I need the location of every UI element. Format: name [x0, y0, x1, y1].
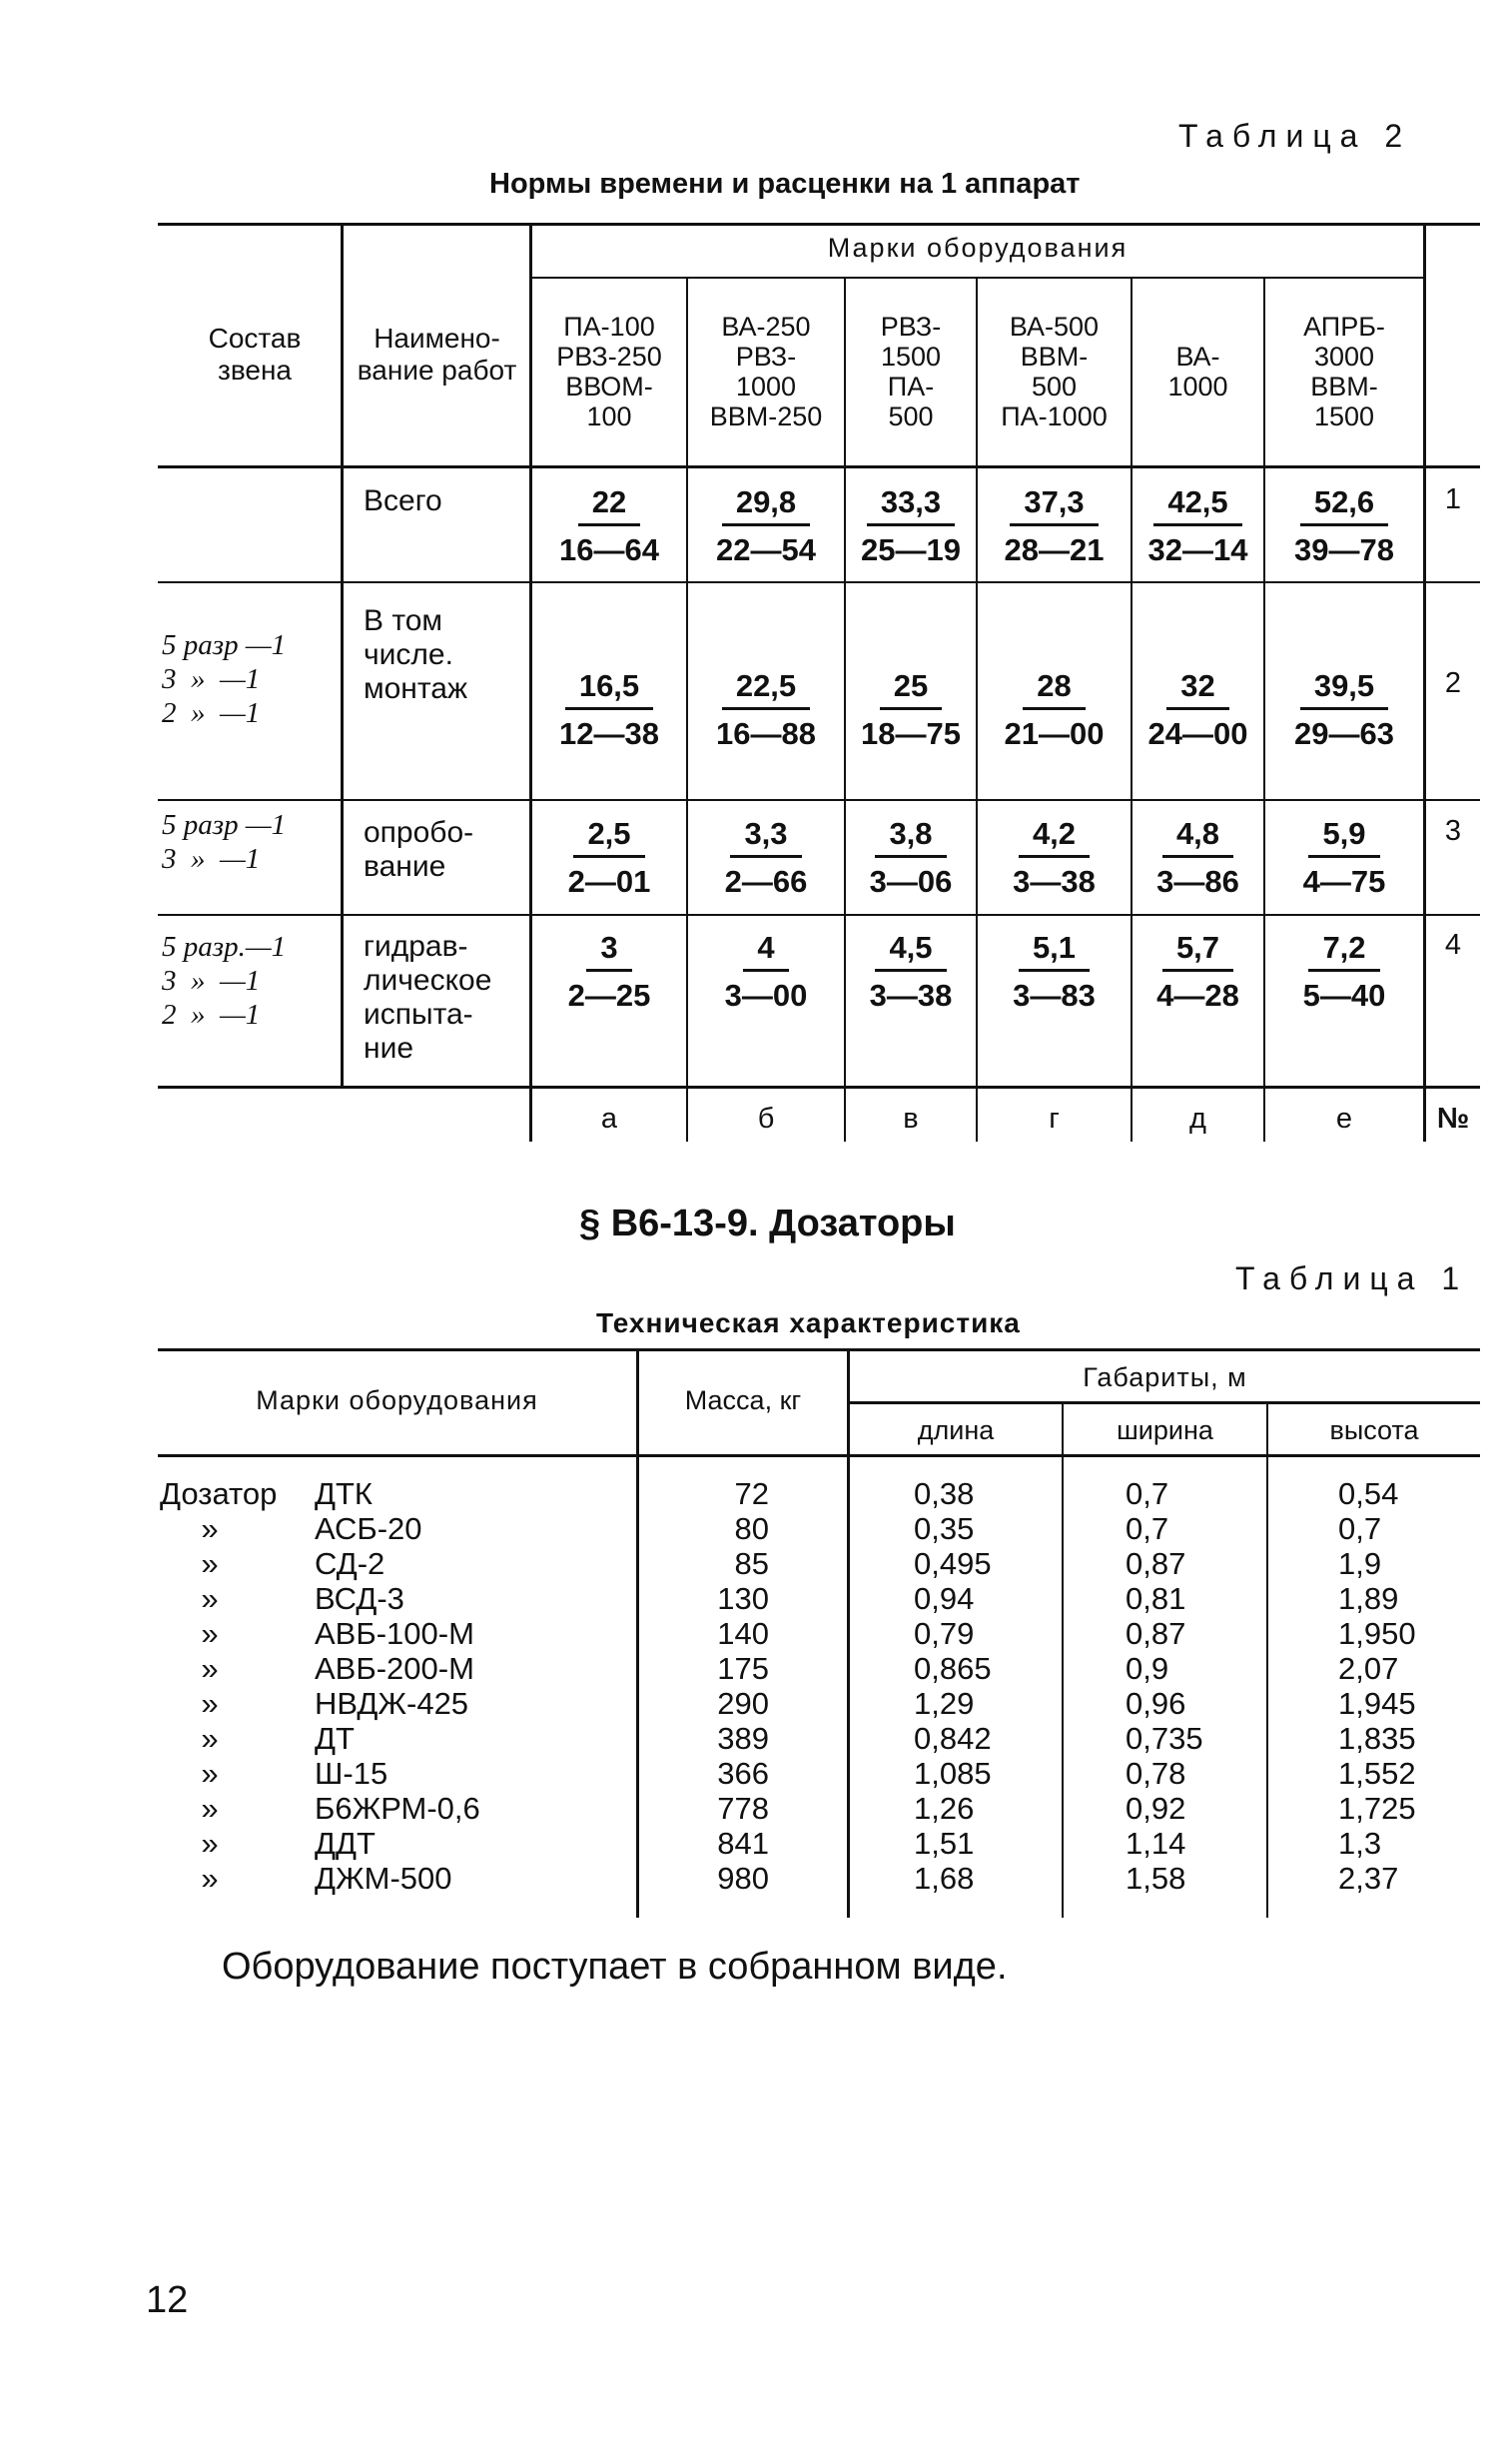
col-work-header: Наимено-вание работ	[357, 323, 517, 386]
crew-line: 5 разр.—1	[162, 931, 287, 963]
brand-header	[978, 312, 1131, 431]
ditto-mark: »	[201, 1651, 219, 1686]
rule	[158, 581, 1480, 583]
length-cell: 0,79	[914, 1616, 975, 1651]
rule	[158, 1348, 1480, 1351]
width-cell: 0,87	[1126, 1616, 1186, 1651]
rule	[158, 1454, 1480, 1457]
equipment-name: АВБ-100-М	[315, 1616, 474, 1651]
rate-price: 18—75	[861, 716, 961, 751]
col-brand-header: Марки оборудования	[256, 1385, 538, 1415]
time-norm: 42,5	[1153, 483, 1241, 526]
work-line: Всего	[364, 484, 442, 517]
rate-price: 29—63	[1294, 716, 1394, 751]
ditto-mark: »	[201, 1581, 219, 1616]
ditto-mark: »	[201, 1546, 219, 1581]
column-letter: е	[1335, 1103, 1353, 1135]
rate-price: 3—86	[1156, 864, 1239, 899]
rate-price: 3—38	[869, 978, 953, 1013]
work-line: числе.	[364, 638, 453, 671]
mass-cell: 366	[717, 1756, 769, 1791]
width-cell: 0,92	[1126, 1791, 1186, 1826]
rate-price: 16—88	[716, 716, 816, 751]
equipment-name: ДТ	[315, 1721, 355, 1756]
length-cell: 1,29	[914, 1686, 975, 1721]
rule	[158, 1086, 1480, 1089]
brand-line: 1000	[1167, 372, 1228, 402]
height-cell: 1,3	[1338, 1826, 1382, 1861]
rule	[847, 1401, 1480, 1404]
time-norm: 16,5	[565, 667, 653, 710]
mass-cell: 841	[717, 1826, 769, 1861]
group-header: Марки оборудования	[827, 233, 1129, 263]
column-letter: г	[1049, 1103, 1060, 1135]
length-cell: 1,085	[914, 1756, 992, 1791]
rate-price: 4—75	[1302, 864, 1386, 899]
ditto-mark: »	[201, 1686, 219, 1721]
table2-title: Нормы времени и расценки на 1 аппарат	[489, 168, 1081, 200]
length-cell: 0,495	[914, 1546, 992, 1581]
brand-line: ВВОМ-	[565, 372, 653, 402]
rate-price: 3—06	[869, 864, 953, 899]
width-cell: 0,96	[1126, 1686, 1186, 1721]
row-prefix: Дозатор	[160, 1476, 278, 1511]
rate-price: 4—28	[1156, 978, 1239, 1013]
width-cell: 1,58	[1126, 1861, 1186, 1896]
brand-line: 1000	[735, 372, 797, 402]
brand-line: 500	[888, 402, 934, 431]
rule	[1062, 1403, 1064, 1918]
length-cell: 0,38	[914, 1476, 975, 1511]
rate-price: 2—25	[567, 978, 651, 1013]
rule	[158, 223, 1480, 226]
rule	[341, 223, 344, 1089]
height-cell: 1,835	[1338, 1721, 1416, 1756]
height-cell: 1,89	[1338, 1581, 1399, 1616]
length-cell: 1,51	[914, 1826, 975, 1861]
col-dims-header: Габариты, м	[1083, 1362, 1247, 1392]
ditto-mark: »	[201, 1511, 219, 1546]
time-norm: 52,6	[1300, 483, 1388, 526]
rule	[532, 277, 1426, 279]
equipment-name: Б6ЖРМ-0,6	[315, 1791, 480, 1826]
col-crew-header: Состав звена	[208, 323, 302, 386]
crew-line: 3 » —1	[162, 843, 261, 875]
note: Оборудование поступает в собранном виде.	[222, 1946, 1008, 1988]
rate-cell	[978, 815, 1131, 902]
col-width-header: ширина	[1117, 1415, 1213, 1445]
time-norm: 3,3	[730, 815, 801, 858]
mass-cell: 130	[717, 1581, 769, 1616]
rate-price: 32—14	[1147, 532, 1248, 567]
time-norm: 5,9	[1308, 815, 1379, 858]
column-letter: в	[903, 1103, 919, 1135]
row-number: 2	[1444, 667, 1462, 699]
rate-price: 3—38	[1013, 864, 1096, 899]
column-letter: д	[1189, 1103, 1206, 1135]
page-number: 12	[146, 2279, 189, 2321]
time-norm: 2,5	[573, 815, 644, 858]
brand-line: ВА-	[1175, 342, 1220, 372]
rate-cell	[978, 483, 1131, 570]
col-mass-header: Масса, кг	[684, 1385, 802, 1415]
brand-line: ВА-500	[1009, 312, 1100, 342]
rate-cell	[688, 483, 844, 570]
rule	[158, 799, 1480, 801]
height-cell: 2,37	[1338, 1861, 1399, 1896]
time-norm: 32	[1166, 667, 1228, 710]
brand-line: ВВМ-	[1310, 372, 1378, 402]
width-cell: 0,87	[1126, 1546, 1186, 1581]
time-norm: 25	[880, 667, 942, 710]
width-cell: 0,78	[1126, 1756, 1186, 1791]
mass-cell: 72	[734, 1476, 769, 1511]
rate-price: 5—40	[1302, 978, 1386, 1013]
work-line: ние	[364, 1032, 414, 1065]
work-line: опробо-	[364, 816, 474, 849]
height-cell: 1,725	[1338, 1791, 1416, 1826]
brand-header	[532, 312, 686, 431]
time-norm: 4,5	[875, 929, 946, 972]
mass-cell: 140	[717, 1616, 769, 1651]
width-cell: 0,7	[1126, 1476, 1169, 1511]
width-cell: 1,14	[1126, 1826, 1186, 1861]
work-line: испыта-	[364, 998, 473, 1031]
brand-line: 1500	[1313, 402, 1375, 431]
height-cell: 0,7	[1338, 1511, 1382, 1546]
time-norm: 22,5	[722, 667, 810, 710]
time-norm: 33,3	[867, 483, 955, 526]
brand-line: АПРБ-	[1303, 312, 1385, 342]
time-norm: 5,7	[1162, 929, 1233, 972]
table1-title: Техническая характеристика	[596, 1307, 1021, 1338]
equipment-name: АВБ-200-М	[315, 1651, 474, 1686]
rate-cell	[532, 667, 686, 754]
rate-cell	[1133, 483, 1263, 570]
height-cell: 0,54	[1338, 1476, 1399, 1511]
crew-line: 2 » —1	[162, 999, 261, 1031]
col-height-header: высота	[1329, 1415, 1419, 1445]
ditto-mark: »	[201, 1721, 219, 1756]
brand-line: ВВМ-	[1020, 342, 1089, 372]
brand-line: ВА-250	[721, 312, 811, 342]
crew-line: 3 » —1	[162, 663, 261, 695]
rate-cell	[1133, 815, 1263, 902]
rate-cell	[532, 483, 686, 570]
time-norm: 29,8	[722, 483, 810, 526]
brand-line: 1500	[880, 342, 942, 372]
mass-cell: 85	[734, 1546, 769, 1581]
rate-price: 24—00	[1147, 716, 1248, 751]
equipment-name: СД-2	[315, 1546, 385, 1581]
rate-cell	[688, 929, 844, 1016]
brand-line: 500	[1031, 372, 1078, 402]
rate-price: 2—01	[567, 864, 651, 899]
height-cell: 1,945	[1338, 1686, 1416, 1721]
rate-cell	[1265, 483, 1423, 570]
width-cell: 0,9	[1126, 1651, 1169, 1686]
mass-cell: 175	[717, 1651, 769, 1686]
rate-cell	[1133, 667, 1263, 754]
work-line: В том	[364, 604, 443, 637]
time-norm: 4,2	[1019, 815, 1090, 858]
rule	[1266, 1403, 1268, 1918]
crew-line: 2 » —1	[162, 697, 261, 729]
crew-line: 3 » —1	[162, 965, 261, 997]
rate-cell	[978, 667, 1131, 754]
time-norm: 39,5	[1300, 667, 1388, 710]
time-norm: 3	[586, 929, 631, 972]
height-cell: 2,07	[1338, 1651, 1399, 1686]
equipment-name: Ш-15	[315, 1756, 388, 1791]
brand-line: 3000	[1313, 342, 1375, 372]
brand-line: РВЗ-250	[556, 342, 662, 372]
brand-line: ПА-	[887, 372, 935, 402]
crew-line: 5 разр —1	[162, 629, 287, 661]
width-cell: 0,7	[1126, 1511, 1169, 1546]
crew-line: 5 разр —1	[162, 809, 287, 841]
brand-header	[688, 312, 844, 431]
rule	[158, 914, 1480, 916]
rate-price: 22—54	[716, 532, 816, 567]
equipment-name: ВСД-3	[315, 1581, 404, 1616]
work-line: монтаж	[364, 672, 468, 705]
rate-cell	[688, 667, 844, 754]
mass-cell: 778	[717, 1791, 769, 1826]
rate-cell	[978, 929, 1131, 1016]
work-line: лическое	[364, 964, 492, 997]
rate-cell	[846, 667, 976, 754]
table1-caption: Таблица 1	[1235, 1260, 1469, 1296]
ditto-mark: »	[201, 1861, 219, 1896]
brand-line: ПА-100	[563, 312, 655, 342]
rate-cell	[532, 815, 686, 902]
mass-cell: 389	[717, 1721, 769, 1756]
brand-line: 100	[586, 402, 632, 431]
height-cell: 1,9	[1338, 1546, 1382, 1581]
time-norm: 37,3	[1010, 483, 1098, 526]
rate-price: 28—21	[1004, 532, 1105, 567]
rate-price: 12—38	[559, 716, 659, 751]
equipment-name: ДТК	[315, 1476, 373, 1511]
time-norm: 7,2	[1308, 929, 1379, 972]
col-length-header: длина	[917, 1415, 995, 1445]
brand-line: РВЗ-	[735, 342, 797, 372]
mass-cell: 980	[717, 1861, 769, 1896]
rate-cell	[1133, 929, 1263, 1016]
row-number: 4	[1444, 929, 1462, 961]
ditto-mark: »	[201, 1791, 219, 1826]
rate-price: 25—19	[861, 532, 961, 567]
brand-header	[1133, 342, 1263, 402]
length-cell: 0,842	[914, 1721, 992, 1756]
work-line: гидрав-	[364, 930, 468, 963]
time-norm: 28	[1023, 667, 1085, 710]
rate-cell	[846, 929, 976, 1016]
time-norm: 4	[743, 929, 788, 972]
rate-cell	[688, 815, 844, 902]
ditto-mark: »	[201, 1616, 219, 1651]
mass-cell: 290	[717, 1686, 769, 1721]
width-cell: 0,735	[1126, 1721, 1203, 1756]
length-cell: 0,35	[914, 1511, 975, 1546]
time-norm: 4,8	[1162, 815, 1233, 858]
length-cell: 1,68	[914, 1861, 975, 1896]
width-cell: 0,81	[1126, 1581, 1186, 1616]
equipment-name: НВДЖ-425	[315, 1686, 469, 1721]
length-cell: 1,26	[914, 1791, 975, 1826]
time-norm: 22	[578, 483, 640, 526]
ditto-mark: »	[201, 1756, 219, 1791]
brand-header	[1265, 312, 1423, 431]
equipment-name: ДДТ	[315, 1826, 376, 1861]
rate-cell	[532, 929, 686, 1016]
mass-cell: 80	[734, 1511, 769, 1546]
row-number: 3	[1444, 815, 1462, 847]
equipment-name: АСБ-20	[315, 1511, 422, 1546]
equipment-name: ДЖМ-500	[315, 1861, 452, 1896]
rate-price: 3—83	[1013, 978, 1096, 1013]
length-cell: 0,865	[914, 1651, 992, 1686]
rate-price: 2—66	[724, 864, 808, 899]
column-letter: а	[600, 1103, 618, 1135]
rate-cell	[1265, 815, 1423, 902]
time-norm: 5,1	[1019, 929, 1090, 972]
brand-line: ПА-1000	[1001, 402, 1108, 431]
rate-cell	[846, 483, 976, 570]
number-label: №	[1436, 1103, 1470, 1135]
rate-cell	[846, 815, 976, 902]
brand-line: ВВМ-250	[709, 402, 823, 431]
rate-cell	[1265, 929, 1423, 1016]
rate-price: 3—00	[724, 978, 808, 1013]
table2-caption: Таблица 2	[1178, 118, 1412, 154]
height-cell: 1,950	[1338, 1616, 1416, 1651]
rate-price: 16—64	[559, 532, 659, 567]
time-norm: 3,8	[875, 815, 946, 858]
brand-line: РВЗ-	[880, 312, 942, 342]
height-cell: 1,552	[1338, 1756, 1416, 1791]
rate-price: 21—00	[1004, 716, 1105, 751]
ditto-mark: »	[201, 1826, 219, 1861]
row-number: 1	[1444, 483, 1462, 515]
length-cell: 0,94	[914, 1581, 975, 1616]
rate-price: 39—78	[1294, 532, 1394, 567]
rule	[158, 465, 1480, 468]
section-title: § В6-13-9. Дозаторы	[579, 1203, 956, 1244]
column-letter: б	[757, 1103, 775, 1135]
work-line: вание	[364, 850, 446, 883]
brand-header	[846, 312, 976, 431]
rate-cell	[1265, 667, 1423, 754]
